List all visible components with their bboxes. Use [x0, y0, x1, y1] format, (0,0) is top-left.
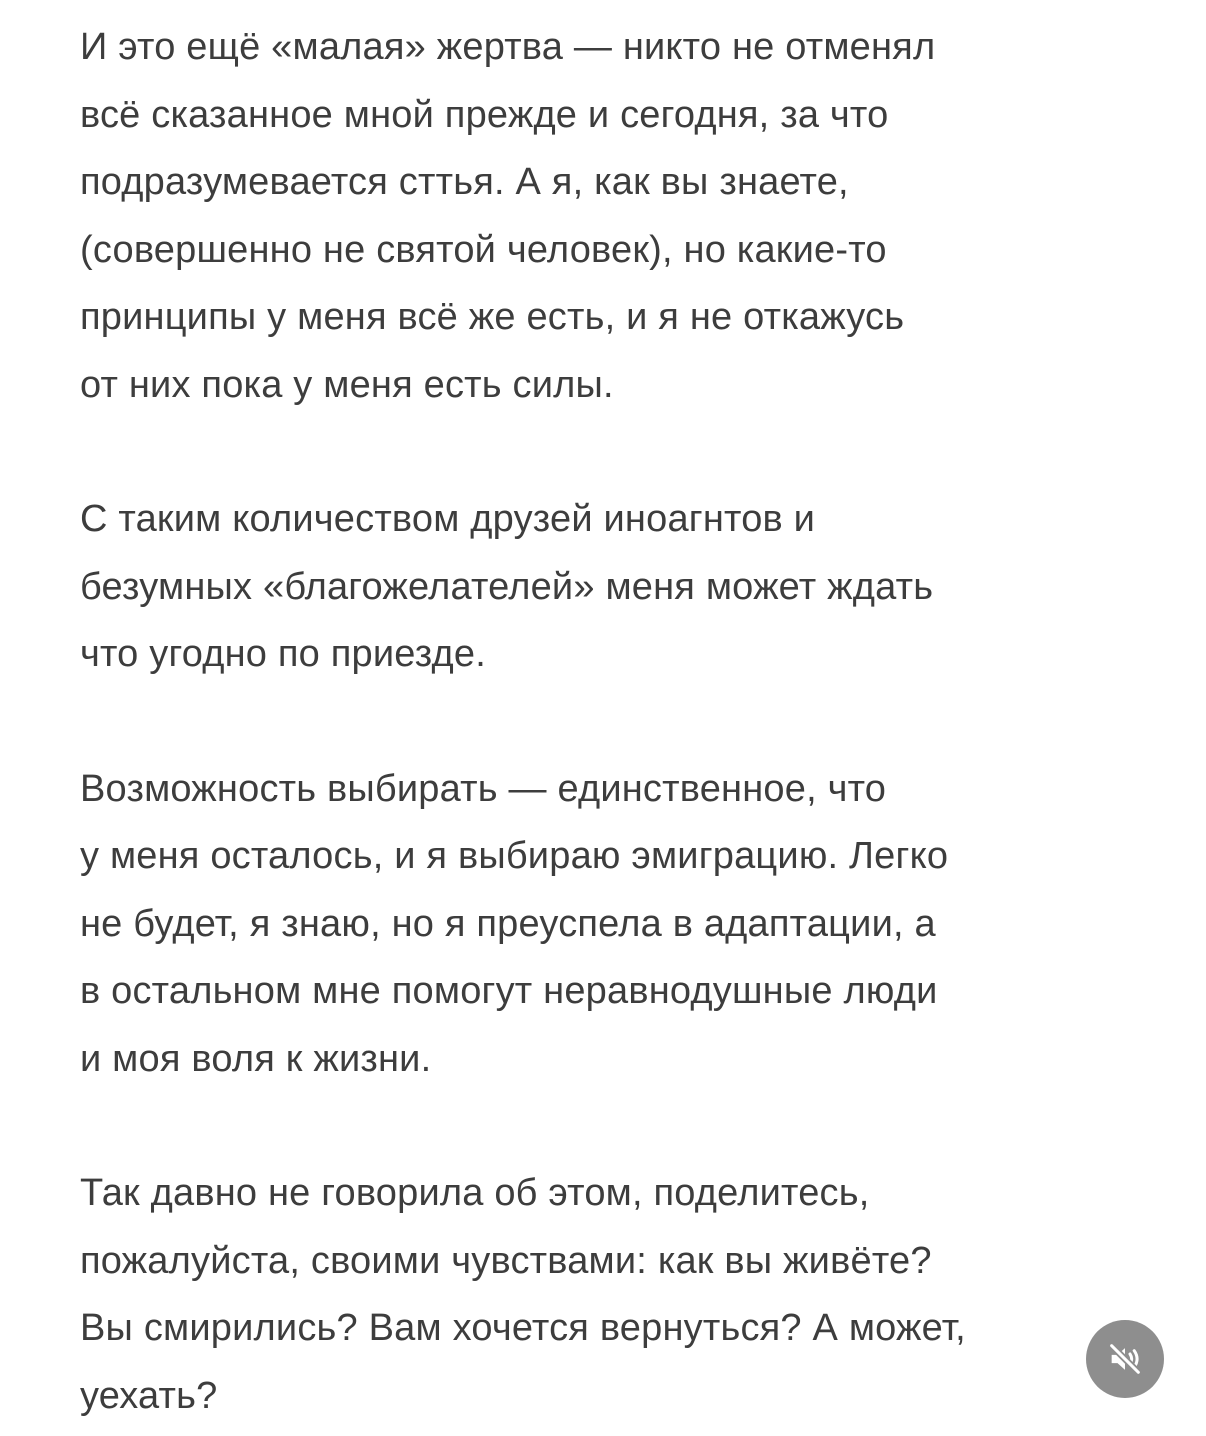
text-line: безумных «благожелателей» меня может ждать: [80, 565, 934, 608]
text-line: Возможность выбирать — единственное, что: [80, 767, 887, 810]
text-line: от них пока у меня есть силы.: [80, 363, 614, 406]
text-line: Так давно не говорила об этом, поделитесь,: [80, 1172, 870, 1214]
speaker-muted-icon: [1105, 1339, 1145, 1379]
text-line: и моя воля к жизни.: [80, 1037, 432, 1080]
text-line: всё сказанное мной прежде и сегодня, за что: [80, 93, 889, 136]
text-line: у меня осталось, и я выбираю эмиграцию. Легко: [80, 835, 949, 877]
text-line: пожалуйста, своими чувствами: как вы живёте?: [80, 1239, 932, 1282]
paragraph-2: [80, 486, 1090, 689]
text-line: Вы смирились? Вам хочется вернуться? А может,: [80, 1307, 966, 1349]
paragraph-3: [80, 756, 1090, 1094]
text-line: не будет, я знаю, но я преуспела в адаптации, а: [80, 902, 936, 945]
text-line: уехать?: [80, 1374, 218, 1417]
paragraph-1: [80, 14, 1090, 419]
story-text: [80, 14, 1090, 1436]
text-line: И это ещё «малая» жертва — никто не отменял: [80, 26, 936, 68]
text-line: (совершенно не святой человек), но какие-то: [80, 228, 887, 271]
text-line: подразумевается сттья. А я, как вы знаете,: [80, 161, 849, 203]
text-line: что угодно по приезде.: [80, 633, 486, 675]
text-line: в остальном мне помогут неравнодушные люди: [80, 970, 938, 1012]
text-line: принципы у меня всё же есть, и я не откажусь: [80, 296, 905, 338]
mute-button[interactable]: [1086, 1320, 1164, 1398]
text-line: С таким количеством друзей иноагнтов и: [80, 498, 816, 540]
paragraph-4: [80, 1160, 1090, 1430]
